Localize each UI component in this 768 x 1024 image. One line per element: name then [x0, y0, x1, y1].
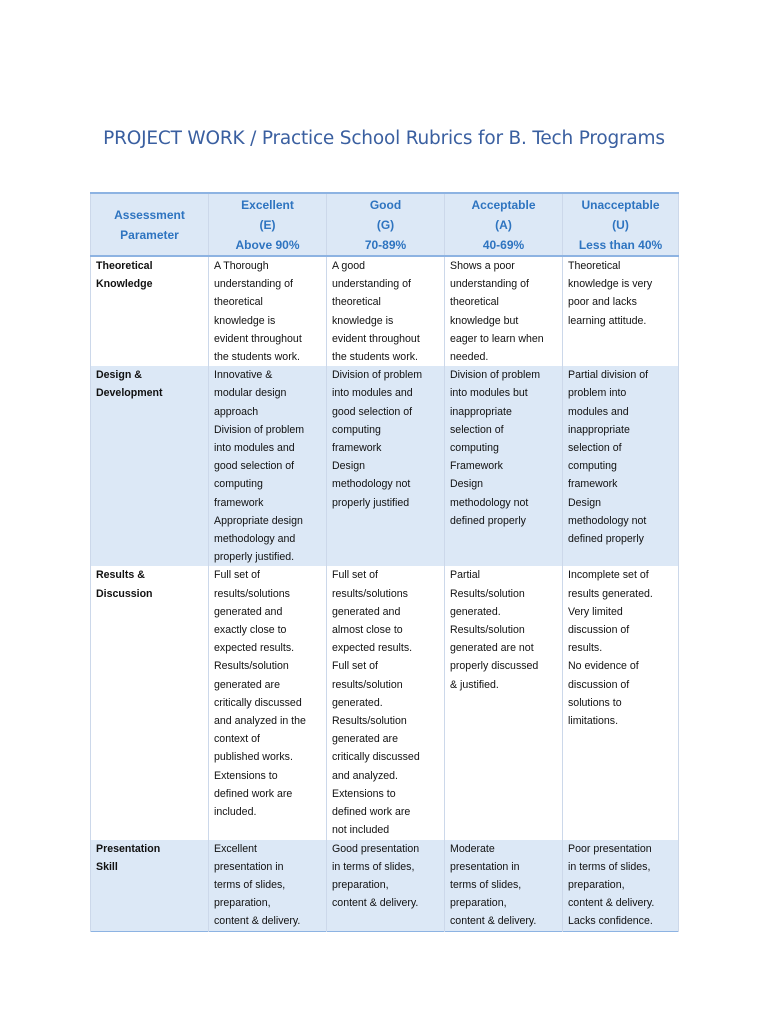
cell-results-discussion-good: Full set of results/solutions generated and almost close to expected results. Full set of results/solution generated. Results/solution generated are critically discussed and analyzed. Extensions to defined work are not included	[327, 566, 445, 839]
cell-presentation-skill-excellent: Excellent presentation in terms of slides, preparation, content & delivery.	[209, 840, 327, 932]
row-label-theoretical-knowledge: Theoretical Knowledge	[91, 256, 209, 366]
cell-theoretical-knowledge-excellent: A Thorough understanding of theoretical knowledge is evident throughout the students work.	[209, 256, 327, 366]
cell-theoretical-knowledge-acceptable: Shows a poor understanding of theoretical knowledge but eager to learn when needed.	[445, 256, 563, 366]
cell-theoretical-knowledge-good: A good understanding of theoretical knowledge is evident throughout the students work.	[327, 256, 445, 366]
cell-results-discussion-acceptable: Partial Results/solution generated. Results/solution generated are not properly discussed & justified.	[445, 566, 563, 839]
cell-design-development-acceptable: Division of problem into modules but inappropriate selection of computing Framework Design methodology not defined properly	[445, 366, 563, 566]
cell-results-discussion-excellent: Full set of results/solutions generated and exactly close to expected results. Results/solution generated are critically discussed and analyzed in the context of published works. Extensions to defined work are included.	[209, 566, 327, 839]
row-label-results-discussion: Results & Discussion	[91, 566, 209, 839]
cell-presentation-skill-acceptable: Moderate presentation in terms of slides, preparation, content & delivery.	[445, 840, 563, 932]
cell-design-development-good: Division of problem into modules and good selection of computing framework Design methodology not properly justified	[327, 366, 445, 566]
header-unacceptable: Unacceptable (U) Less than 40%	[563, 193, 679, 256]
table-row	[91, 256, 679, 366]
cell-design-development-excellent: Innovative & modular design approach Division of problem into modules and good selection of computing framework Appropriate design methodology and properly justified.	[209, 366, 327, 566]
cell-presentation-skill-unacceptable: Poor presentation in terms of slides, preparation, content & delivery. Lacks confidence.	[563, 840, 679, 932]
rubric-table	[90, 192, 679, 932]
cell-theoretical-knowledge-unacceptable: Theoretical knowledge is very poor and lacks learning attitude.	[563, 256, 679, 366]
table-row	[91, 840, 679, 932]
cell-design-development-unacceptable: Partial division of problem into modules and inappropriate selection of computing framework Design methodology not defined properly	[563, 366, 679, 566]
row-label-presentation-skill: Presentation Skill	[91, 840, 209, 932]
cell-results-discussion-unacceptable: Incomplete set of results generated. Very limited discussion of results. No evidence of discussion of solutions to limitations.	[563, 566, 679, 839]
table-row	[91, 366, 679, 566]
header-row	[91, 193, 679, 256]
header-good: Good (G) 70-89%	[327, 193, 445, 256]
page-title: PROJECT WORK / Practice School Rubrics for B. Tech Programs	[103, 128, 665, 149]
header-acceptable: Acceptable (A) 40-69%	[445, 193, 563, 256]
header-excellent: Excellent (E) Above 90%	[209, 193, 327, 256]
header-assessment-parameter: Assessment Parameter	[91, 193, 209, 256]
table-row	[91, 566, 679, 839]
row-label-design-development: Design & Development	[91, 366, 209, 566]
cell-presentation-skill-good: Good presentation in terms of slides, preparation, content & delivery.	[327, 840, 445, 932]
